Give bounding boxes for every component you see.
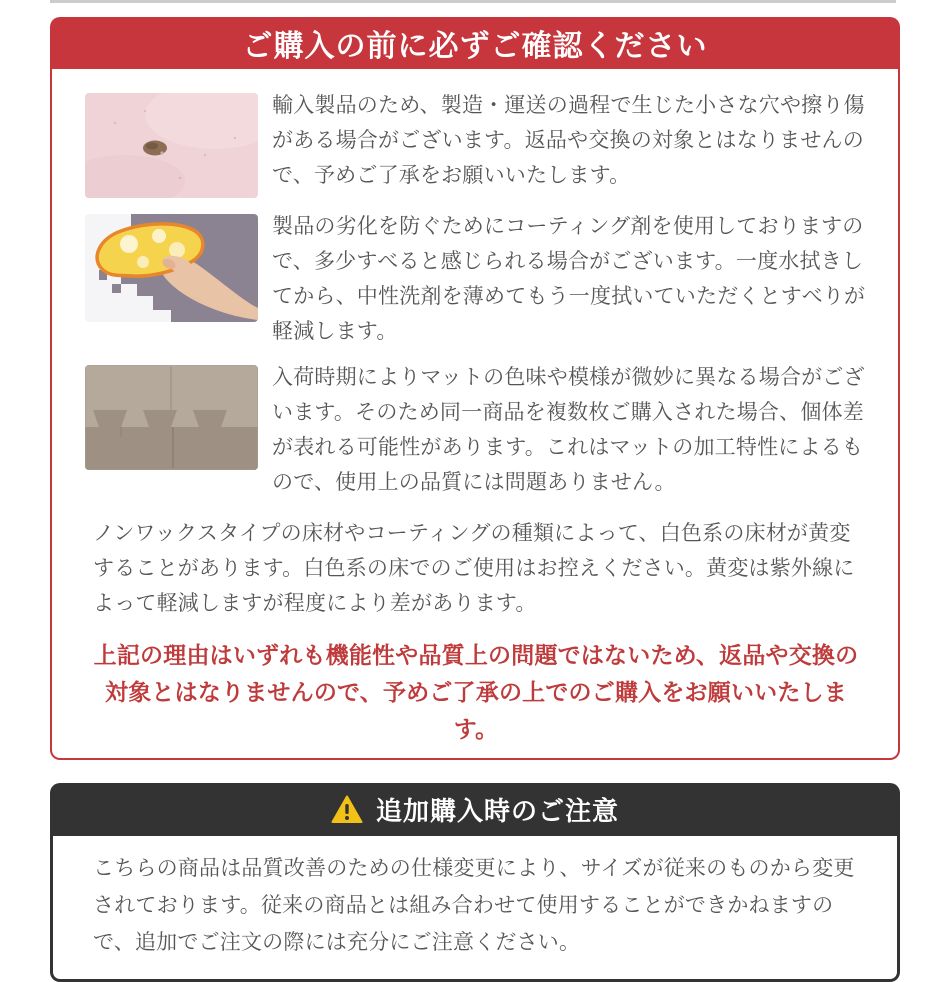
list-item (85, 214, 867, 349)
additional-notice-title: 追加購入時のご注意 (375, 796, 619, 826)
no-return-warning-text: 上記の理由はいずれも機能性や品質上の問題ではないため、返品や交換の対象とはなりませんので、予めご了承の上でのご購入をお願いいたします。 (93, 642, 859, 742)
list-item (85, 365, 867, 500)
list-item (85, 93, 867, 198)
additional-notice-header (50, 783, 900, 836)
additional-notice-body (50, 836, 900, 982)
list-item-text: 入荷時期によりマットの色味や模様が微妙に異なる場合がございます。そのため同一商品を複数枚ご購入された場合、個体差が表れる可能性があります。これはマットの加工特性によるもので、使用上の品質には問題ありません。 (272, 366, 865, 494)
confirm-section-header (50, 17, 900, 69)
confirm-section-title: ご購入の前に必ずご確認ください (242, 30, 708, 63)
list-item-text: 輸入製品のため、製造・運送の過程で生じた小さな穴や擦り傷がある場合がございます。返品や交換の対象とはなりませんので、予めご了承をお願いいたします。 (272, 94, 865, 187)
previous-section-edge (50, 0, 896, 3)
warning-triangle-icon (331, 795, 363, 824)
notice-page (50, 17, 900, 982)
pink-mat-small-hole-photo (85, 93, 258, 198)
confirm-section-body (50, 69, 900, 760)
additional-notice-text: こちらの商品は品質改善のための仕様変更により、サイズが従来のものから変更されております。従来の商品とは組み合わせて使用することができかねますので、追加でご注文の際には充分にご注意ください。 (93, 857, 855, 954)
joint-mats-color-difference-photo (85, 365, 258, 470)
yellowing-note-text: ノンワックスタイプの床材やコーティングの種類によって、白色系の床材が黄変することがあります。白色系の床でのご使用はお控えください。黄変は紫外線によって軽減しますが程度により差があります。 (93, 522, 855, 615)
list-item-text: 製品の劣化を防ぐためにコーティング剤を使用しておりますので、多少すべると感じられる場合がございます。一度水拭きしてから、中性洗剤を薄めてもう一度拭いていただくとすべりが軽減します。 (272, 215, 866, 343)
hand-wiping-mat-photo (85, 214, 258, 322)
